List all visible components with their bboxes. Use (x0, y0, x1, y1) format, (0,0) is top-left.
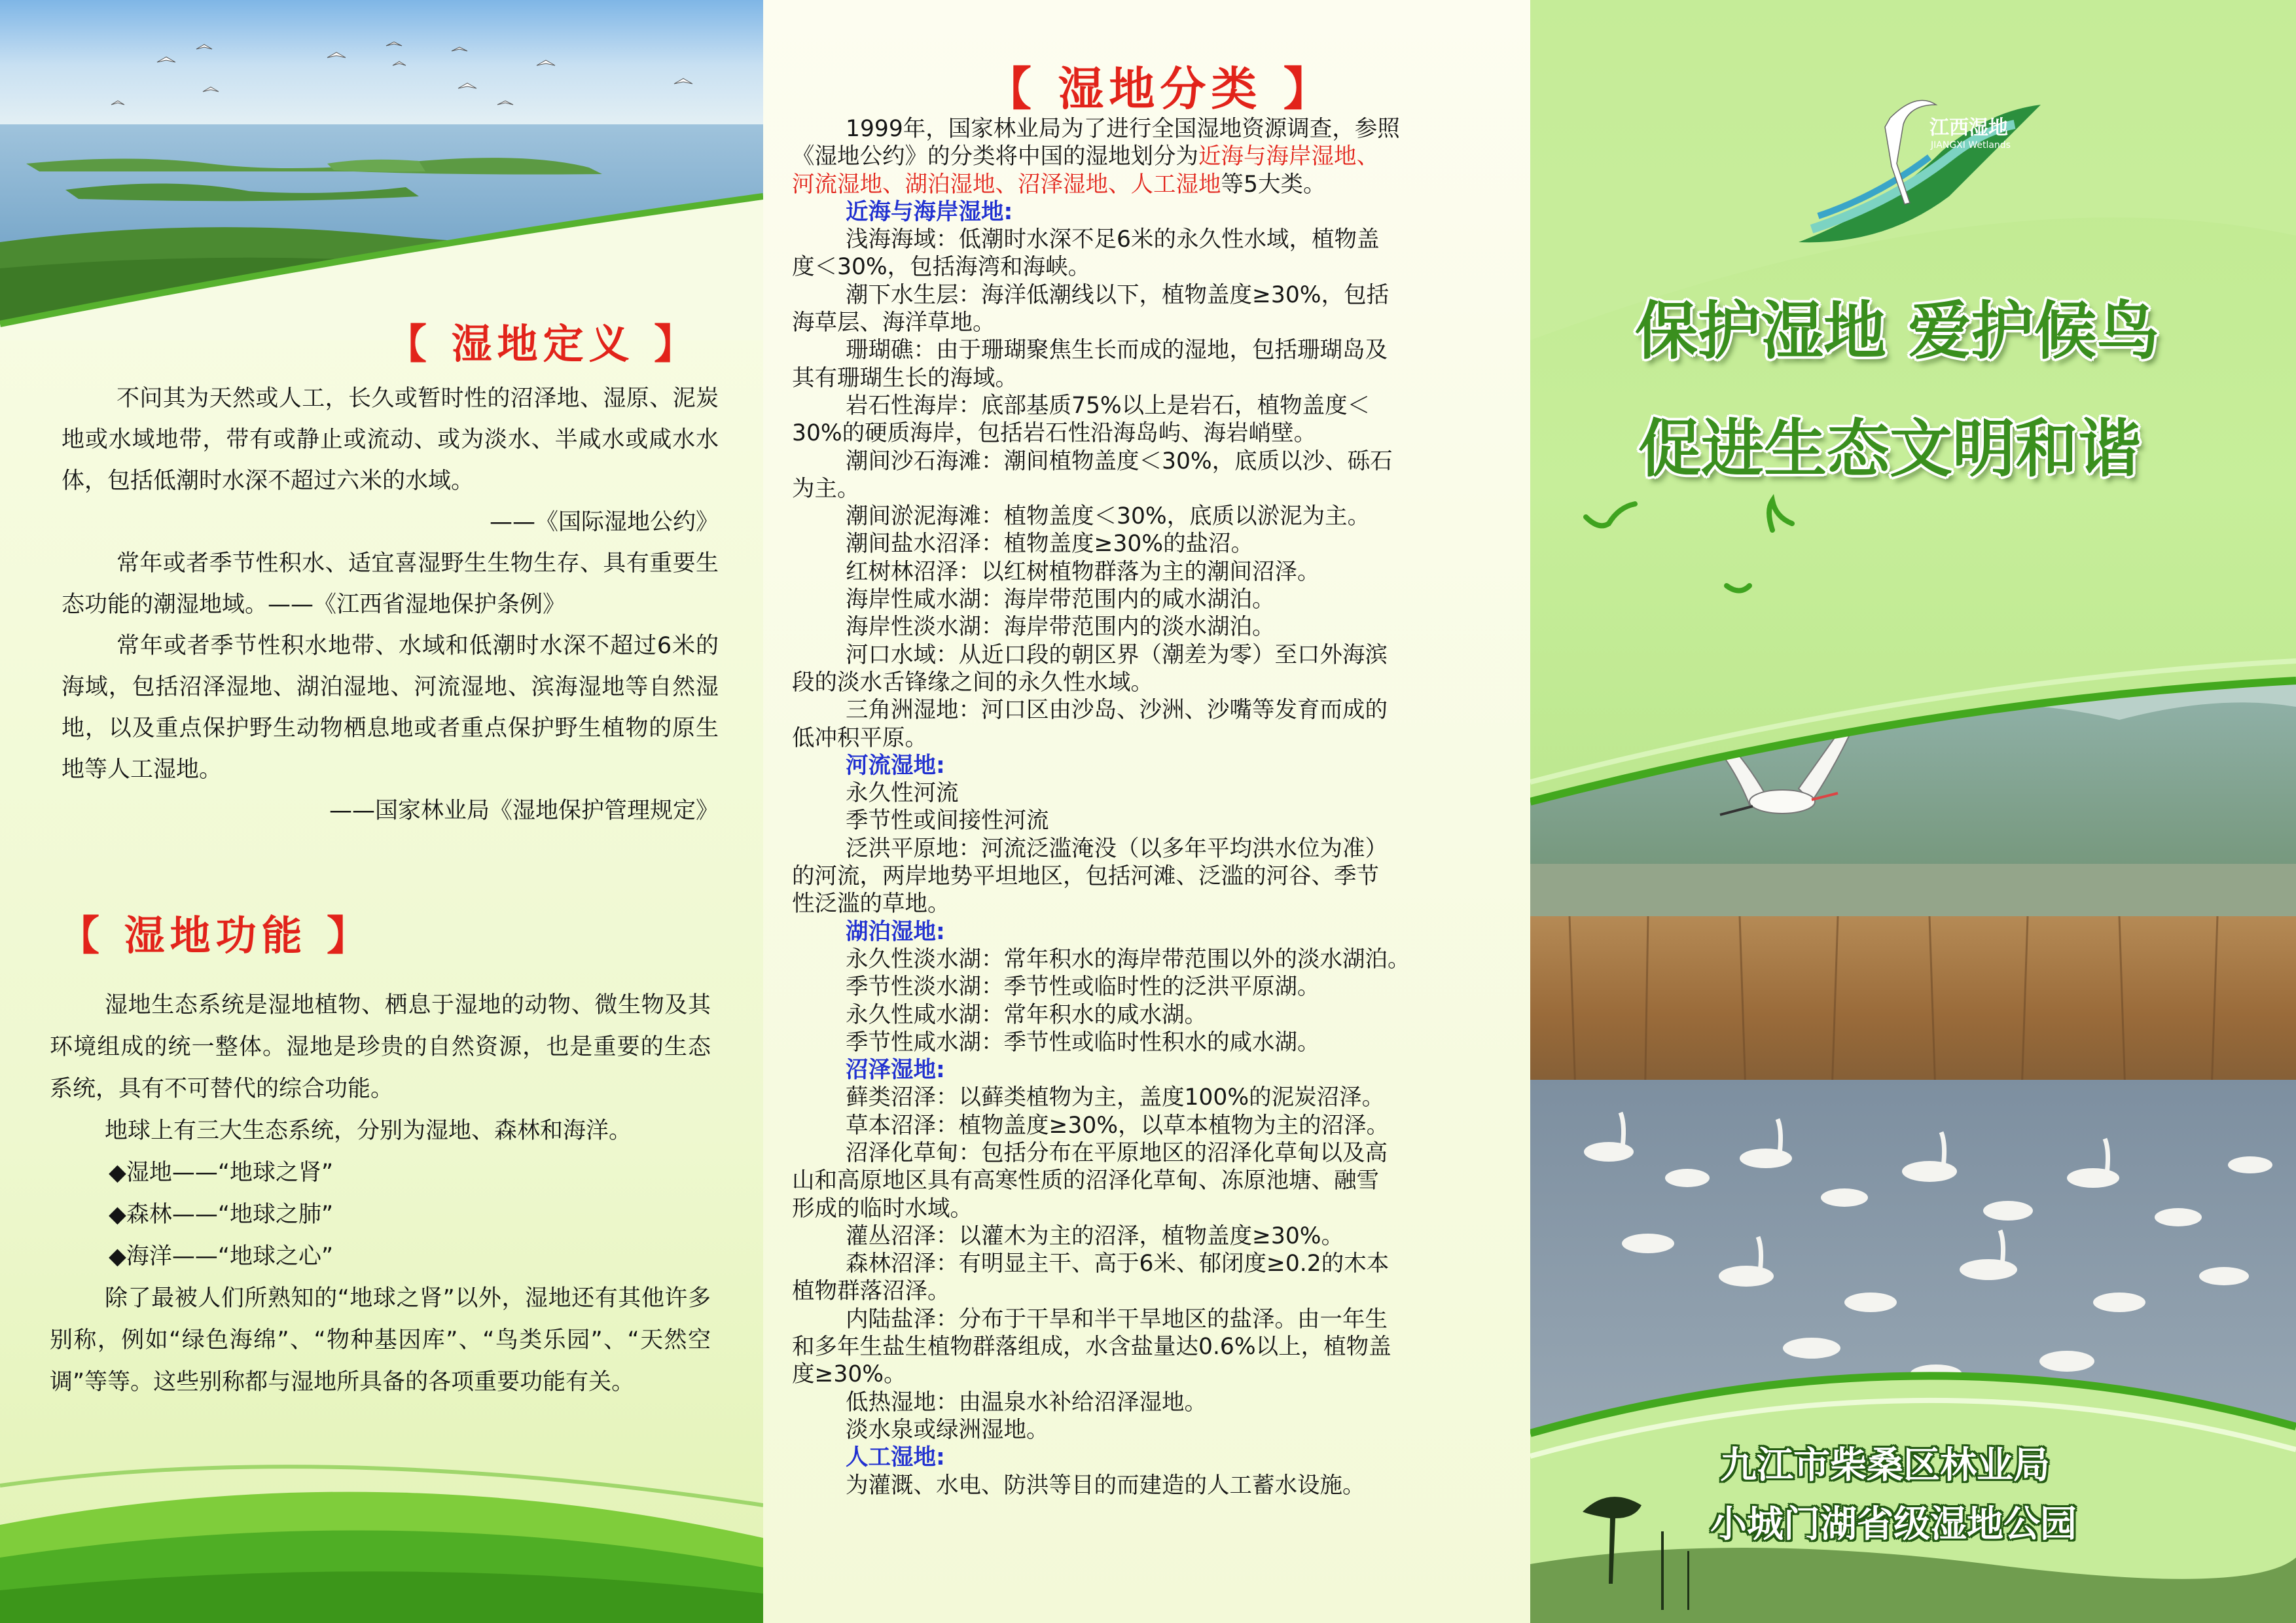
classification-line: 森林沼泽：有明显主干、高于6米、郁闭度≥0.2的木本 (846, 1251, 1390, 1277)
classification-line: 海岸性淡水湖：海岸带范围内的淡水湖泊。 (846, 614, 1275, 641)
classification-line: 季节性淡水湖：季节性或临时性的泛洪平原湖。 (846, 974, 1320, 1001)
classification-line: 度≥30%。 (792, 1361, 906, 1388)
definition-paragraph-3: 常年或者季节性积水地带、水域和低潮时水深不超过6米的海域，包括沼泽湿地、湖泊湿地、河流湿地、滨海湿地等自然湿地，以及重点保护野生动物栖息地或者重点保护野生植物的原生地等人工湿地。 (62, 633, 719, 783)
classification-line: 河口水域：从近口段的朝区界（潮差为零）至口外海滨 (846, 641, 1388, 668)
classification-line: 季节性咸水湖：季节性或临时性积水的咸水湖。 (846, 1029, 1320, 1056)
classification-line: 低热湿地：由温泉水补给沼泽湿地。 (846, 1389, 1207, 1416)
classification-intro-2a: 《湿地公约》的分类将中国的湿地划分为 (792, 143, 1198, 170)
classification-line: 性泛滥的草地。 (792, 891, 950, 918)
definition-body (62, 378, 719, 832)
classification-line: 潮间淤泥海滩：植物盖度＜30%，底质以淤泥为主。 (846, 503, 1371, 530)
classification-line: 红树林沼泽：以红树植物群落为主的潮间沼泽。 (846, 558, 1320, 585)
classification-body (792, 115, 1479, 1499)
jiangxi-wetlands-logo (1779, 79, 2054, 262)
function-paragraph-2: 地球上有三大生态系统，分别为湿地、森林和海洋。 (105, 1118, 632, 1144)
definition-source-3: ——国家林业局《湿地保护管理规定》 (329, 798, 719, 824)
classification-line: 潮下水生层：海洋低潮线以下，植物盖度≥30%，包括 (846, 281, 1390, 308)
classification-line: 岩石性海岸：底部基质75%以上是岩石，植物盖度＜ (846, 392, 1371, 419)
classification-intro-3a: 河流湿地、湖泊湿地、沼泽湿地、人工湿地 (792, 171, 1221, 198)
classification-intro-1: 1999年，国家林业局为了进行全国湿地资源调查，参照 (846, 116, 1400, 142)
classification-line: 永久性咸水湖：常年积水的咸水湖。 (846, 1001, 1207, 1028)
classification-line: 沼泽化草甸：包括分布在平原地区的沼泽化草甸以及高 (846, 1139, 1388, 1166)
function-bullet-wetland: ◆湿地——“地球之肾” (109, 1160, 334, 1186)
classification-line: 永久性淡水湖：常年积水的海岸带范围以外的淡水湖泊。 (846, 946, 1410, 972)
classification-line: 海岸性咸水湖：海岸带范围内的咸水湖泊。 (846, 586, 1275, 613)
classification-line: 灌丛沼泽：以灌木为主的沼泽，植物盖度≥30%。 (846, 1222, 1344, 1249)
category-heading: 湖泊湿地: (846, 918, 945, 945)
classification-line: 形成的临时水域。 (792, 1195, 973, 1222)
definition-paragraph-2: 常年或者季节性积水、适宜喜湿野生生物生存、具有重要生态功能的潮湿地域。——《江西省湿地保护条例》 (62, 550, 719, 618)
definition-paragraph-1: 不问其为天然或人工，长久或暂时性的沼泽地、湿原、泥炭地或水域地带，带有或静止或流动、或为淡水、半咸水或咸水水体，包括低潮时水深不超过六米的水域。 (62, 385, 719, 494)
classification-line: 的河流，两岸地势平坦地区，包括河滩、泛滥的河谷、季节 (792, 863, 1379, 890)
classification-intro-3 (792, 171, 1479, 198)
classification-line: 段的淡水舌锋缘之间的永久性水域。 (792, 669, 1153, 696)
classification-line: 草本沼泽：植物盖度≥30%，以草本植物为主的沼泽。 (846, 1112, 1390, 1139)
classification-line: 藓类沼泽：以藓类植物为主，盖度100%的泥炭沼泽。 (846, 1084, 1385, 1111)
category-heading: 人工湿地: (846, 1444, 945, 1471)
classification-line: 植物群落沼泽。 (792, 1278, 950, 1305)
slogan-line-2: 促进生态文明和谐 (1638, 412, 2141, 486)
classification-line: 山和高原地区具有高寒性质的沼泽化草甸、冻原池塘、融雪 (792, 1168, 1379, 1194)
function-paragraph-1: 湿地生态系统是湿地植物、栖息于湿地的动物、微生物及其环境组成的统一整体。湿地是珍贵的自然资源，也是重要的生态系统，具有不可替代的综合功能。 (50, 992, 711, 1102)
panel-middle (763, 0, 1530, 1623)
function-title: 【 湿地功能 】 (59, 912, 373, 959)
classification-line: 季节性或间接性河流 (846, 808, 1049, 834)
function-closing: 除了最被人们所熟知的“地球之肾”以外，湿地还有其他许多别称，例如“绿色海绵”、“物种基因库”、“鸟类乐园”、“天然空调”等等。这些别称都与湿地所具备的各项重要功能有关。 (50, 1285, 711, 1395)
organization-wetland-park: 小城门湖省级湿地公园 (1710, 1503, 2077, 1546)
classification-intro-2b: 近海与海岸湿地、 (1198, 143, 1379, 170)
category-heading: 近海与海岸湿地: (846, 198, 1013, 225)
birds-icon (1586, 501, 1792, 591)
classification-intro-3b: 等5大类。 (1221, 171, 1326, 198)
classification-line: 度＜30%，包括海湾和海峡。 (792, 254, 1091, 281)
classification-line: 30%的硬质海岸，包括岩石性沿海岛屿、海岩峭壁。 (792, 420, 1317, 447)
logo-text: 江西湿地 (1929, 116, 2008, 139)
classification-line: 其有珊瑚生长的海域。 (792, 365, 1018, 391)
classification-line: 低冲积平原。 (792, 724, 927, 751)
classification-lines (792, 198, 1479, 1499)
panel-left (0, 0, 763, 1623)
category-heading: 河流湿地: (846, 752, 945, 779)
classification-line: 为主。 (792, 475, 860, 502)
function-body (50, 984, 711, 1403)
bottom-swoosh (0, 1427, 763, 1623)
classification-line: 珊瑚礁：由于珊瑚聚焦生长而成的湿地，包括珊瑚岛及 (846, 337, 1388, 364)
classification-line: 永久性河流 (846, 780, 959, 807)
definition-title: 【 湿地定义 】 (386, 320, 700, 368)
classification-line: 泛洪平原地：河流泛滥淹没（以多年平均洪水位为准） (846, 835, 1388, 862)
classification-line: 潮间盐水沼泽：植物盖度≥30%的盐沼。 (846, 531, 1254, 558)
logo-subtext: JIANGXI Wetlands (1931, 140, 2011, 151)
wetland-lake-photo (0, 0, 763, 340)
classification-line: 淡水泉或绿洲湿地。 (846, 1416, 1049, 1443)
function-bullet-forest: ◆森林——“地球之肺” (109, 1202, 334, 1228)
classification-title: 【 湿地分类 】 (986, 62, 1335, 116)
definition-source-1: ——《国际湿地公约》 (489, 509, 719, 535)
classification-line: 海草层、海洋草地。 (792, 310, 996, 336)
classification-intro-2 (792, 143, 1479, 170)
category-heading: 沼泽湿地: (846, 1057, 945, 1084)
function-bullet-ocean: ◆海洋——“地球之心” (109, 1243, 334, 1270)
classification-line: 为灌溉、水电、防洪等目的而建造的人工蓄水设施。 (846, 1472, 1365, 1499)
panel-cover (1530, 0, 2296, 1623)
slogan-line-1: 保护湿地 爱护候鸟 (1635, 294, 2160, 368)
organization-forestry-bureau: 九江市柴桑区林业局 (1720, 1444, 2050, 1487)
classification-line: 浅海海域：低潮时水深不足6米的永久性水域，植物盖 (846, 226, 1380, 253)
classification-line: 潮间沙石海滩：潮间植物盖度＜30%，底质以沙、砾石 (846, 448, 1393, 474)
classification-line: 内陆盐泽：分布于干旱和半干旱地区的盐泽。由一年生 (846, 1306, 1388, 1332)
classification-line: 三角洲湿地：河口区由沙岛、沙洲、沙嘴等发育而成的 (846, 697, 1388, 724)
classification-line: 和多年生盐生植物群落组成，水含盐量达0.6%以上，植物盖 (792, 1334, 1391, 1361)
